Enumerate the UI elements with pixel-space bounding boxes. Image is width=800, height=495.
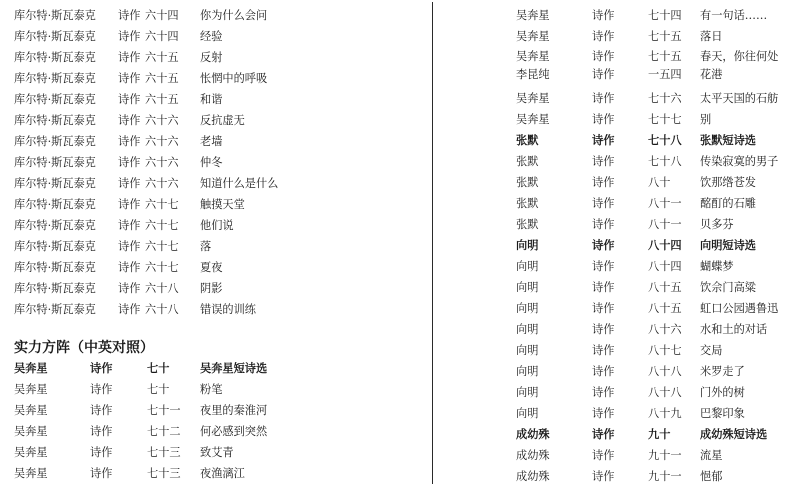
toc-poem-title: 致艾青 xyxy=(200,446,234,459)
toc-page-number: 七十五 xyxy=(648,50,682,63)
toc-page-number: 九十一 xyxy=(648,470,682,483)
toc-author: 库尔特·斯瓦泰克 xyxy=(14,156,96,169)
toc-author: 库尔特·斯瓦泰克 xyxy=(14,135,96,148)
toc-genre: 诗作 xyxy=(592,407,615,420)
toc-genre: 诗作 xyxy=(592,9,615,22)
toc-author: 库尔特·斯瓦泰克 xyxy=(14,93,96,106)
toc-author: 成幼殊 xyxy=(516,470,550,483)
toc-page-number: 七十五 xyxy=(648,30,682,43)
toc-page-number: 八十 xyxy=(648,176,671,189)
toc-genre: 诗作 xyxy=(592,68,615,81)
toc-genre: 诗作 xyxy=(592,427,615,441)
toc-genre: 诗作 xyxy=(592,238,615,252)
toc-page-number: 六十四 xyxy=(145,9,179,22)
toc-genre: 诗作 xyxy=(118,198,141,211)
toc-author: 吴奔星 xyxy=(516,30,550,43)
toc-page-number: 七十二 xyxy=(147,425,181,438)
toc-author: 吴奔星 xyxy=(516,50,550,63)
toc-author: 张默 xyxy=(516,133,539,147)
toc-page-number: 七十 xyxy=(147,361,170,375)
toc-page-number: 七十一 xyxy=(147,404,181,417)
toc-poem-title: 交局 xyxy=(700,344,723,357)
toc-author: 成幼殊 xyxy=(516,427,550,441)
toc-page-number: 七十七 xyxy=(648,113,682,126)
toc-page-number: 七十八 xyxy=(648,155,682,168)
toc-poem-title: 传染寂寞的男子 xyxy=(700,155,779,168)
toc-genre: 诗作 xyxy=(118,156,141,169)
toc-page-number: 八十五 xyxy=(648,302,682,315)
section-title: 实力方阵（中英对照） xyxy=(14,340,154,356)
toc-page-number: 八十七 xyxy=(648,344,682,357)
toc-genre: 诗作 xyxy=(592,302,615,315)
toc-poem-title: 别 xyxy=(700,113,712,126)
toc-author: 张默 xyxy=(516,197,539,210)
toc-poem-title: 阴影 xyxy=(200,282,223,295)
toc-author: 库尔特·斯瓦泰克 xyxy=(14,177,96,190)
toc-author: 吴奔星 xyxy=(14,383,48,396)
toc-page-number: 七十 xyxy=(147,383,170,396)
toc-genre: 诗作 xyxy=(592,50,615,63)
toc-poem-title: 米罗走了 xyxy=(700,365,745,378)
toc-poem-title: 向明短诗选 xyxy=(700,238,756,252)
toc-page-number: 六十六 xyxy=(145,114,179,127)
toc-page-number: 七十三 xyxy=(147,446,181,459)
toc-page-number: 七十四 xyxy=(648,9,682,22)
toc-genre: 诗作 xyxy=(118,9,141,22)
toc-author: 吴奔星 xyxy=(14,467,48,480)
toc-author: 向明 xyxy=(516,260,539,273)
toc-poem-title: 错误的训练 xyxy=(200,303,256,316)
toc-poem-title: 贝多芬 xyxy=(700,218,734,231)
toc-page-number: 六十四 xyxy=(145,30,179,43)
toc-author: 向明 xyxy=(516,281,539,294)
toc-genre: 诗作 xyxy=(118,219,141,232)
toc-page-number: 六十五 xyxy=(145,93,179,106)
toc-page-number: 八十八 xyxy=(648,386,682,399)
toc-author: 吴奔星 xyxy=(516,9,550,22)
toc-page-number: 六十六 xyxy=(145,177,179,190)
toc-poem-title: 知道什么是什么 xyxy=(200,177,279,190)
toc-page-number: 六十七 xyxy=(145,198,179,211)
toc-page-number: 八十四 xyxy=(648,260,682,273)
toc-author: 吴奔星 xyxy=(14,446,48,459)
toc-genre: 诗作 xyxy=(118,72,141,85)
toc-page-number: 一五四 xyxy=(648,68,682,81)
toc-author: 库尔特·斯瓦泰克 xyxy=(14,30,96,43)
toc-poem-title: 反射 xyxy=(200,51,223,64)
toc-genre: 诗作 xyxy=(118,135,141,148)
toc-poem-title: 怅惘中的呼吸 xyxy=(200,72,268,85)
toc-poem-title: 门外的树 xyxy=(700,386,745,399)
toc-author: 库尔特·斯瓦泰克 xyxy=(14,51,96,64)
toc-genre: 诗作 xyxy=(592,449,615,462)
toc-author: 库尔特·斯瓦泰克 xyxy=(14,240,96,253)
toc-page-number: 七十六 xyxy=(648,92,682,105)
toc-genre: 诗作 xyxy=(592,218,615,231)
toc-genre: 诗作 xyxy=(118,282,141,295)
toc-poem-title: 蝴蝶梦 xyxy=(700,260,734,273)
toc-poem-title: 花港 xyxy=(700,68,723,81)
toc-poem-title: 经验 xyxy=(200,30,223,43)
toc-poem-title: 春天，你往何处 xyxy=(700,50,779,63)
toc-poem-title: 夜渔漓江 xyxy=(200,467,245,480)
toc-genre: 诗作 xyxy=(592,365,615,378)
toc-author: 向明 xyxy=(516,386,539,399)
toc-poem-title: 何必感到突然 xyxy=(200,425,268,438)
toc-author: 向明 xyxy=(516,238,539,252)
toc-poem-title: 触摸天堂 xyxy=(200,198,245,211)
toc-poem-title: 流星 xyxy=(700,449,723,462)
toc-author: 张默 xyxy=(516,218,539,231)
toc-page-number: 八十九 xyxy=(648,407,682,420)
toc-poem-title: 他们说 xyxy=(200,219,234,232)
toc-author: 吴奔星 xyxy=(14,404,48,417)
toc-page-number: 六十七 xyxy=(145,240,179,253)
toc-author: 李昆纯 xyxy=(516,68,550,81)
toc-poem-title: 巴黎印象 xyxy=(700,407,745,420)
toc-page-number: 八十六 xyxy=(648,323,682,336)
toc-poem-title: 饮那绺苍发 xyxy=(700,176,756,189)
toc-author: 吴奔星 xyxy=(14,361,48,375)
toc-author: 张默 xyxy=(516,176,539,189)
toc-author: 吴奔星 xyxy=(516,92,550,105)
toc-page-number: 八十五 xyxy=(648,281,682,294)
toc-genre: 诗作 xyxy=(592,386,615,399)
toc-page-number: 六十八 xyxy=(145,303,179,316)
toc-author: 吴奔星 xyxy=(516,113,550,126)
toc-author: 吴奔星 xyxy=(14,425,48,438)
toc-genre: 诗作 xyxy=(592,281,615,294)
toc-page-number: 六十五 xyxy=(145,51,179,64)
toc-author: 库尔特·斯瓦泰克 xyxy=(14,114,96,127)
toc-poem-title: 张默短诗选 xyxy=(700,133,756,147)
toc-page-number: 八十八 xyxy=(648,365,682,378)
toc-author: 库尔特·斯瓦泰克 xyxy=(14,282,96,295)
toc-page-number: 七十三 xyxy=(147,467,181,480)
toc-genre: 诗作 xyxy=(592,113,615,126)
toc-genre: 诗作 xyxy=(592,92,615,105)
toc-genre: 诗作 xyxy=(592,344,615,357)
toc-poem-title: 落 xyxy=(200,240,212,253)
toc-genre: 诗作 xyxy=(90,446,113,459)
toc-poem-title: 酩酊的石雕 xyxy=(700,197,756,210)
toc-author: 库尔特·斯瓦泰克 xyxy=(14,303,96,316)
toc-poem-title: 仲冬 xyxy=(200,156,223,169)
toc-author: 库尔特·斯瓦泰克 xyxy=(14,198,96,211)
toc-genre: 诗作 xyxy=(592,176,615,189)
toc-poem-title: 你为什么会问 xyxy=(200,9,268,22)
toc-genre: 诗作 xyxy=(118,177,141,190)
toc-page-number: 六十七 xyxy=(145,219,179,232)
toc-poem-title: 和谐 xyxy=(200,93,223,106)
toc-poem-title: 水和土的对话 xyxy=(700,323,768,336)
toc-page-number: 六十五 xyxy=(145,72,179,85)
toc-author: 向明 xyxy=(516,407,539,420)
toc-poem-title: 有一句话…… xyxy=(700,9,768,22)
toc-poem-title: 粉笔 xyxy=(200,383,223,396)
column-divider xyxy=(432,2,433,484)
toc-poem-title: 虹口公园遇鲁迅 xyxy=(700,302,779,315)
toc-page-number: 八十一 xyxy=(648,197,682,210)
toc-genre: 诗作 xyxy=(592,155,615,168)
toc-page-number: 九十一 xyxy=(648,449,682,462)
toc-genre: 诗作 xyxy=(90,404,113,417)
toc-page-number: 六十七 xyxy=(145,261,179,274)
toc-genre: 诗作 xyxy=(118,93,141,106)
toc-poem-title: 成幼殊短诗选 xyxy=(700,427,768,441)
toc-page-number: 八十一 xyxy=(648,218,682,231)
toc-page-number: 六十六 xyxy=(145,156,179,169)
toc-page-number: 七十八 xyxy=(648,133,682,147)
toc-genre: 诗作 xyxy=(90,467,113,480)
toc-poem-title: 夜里的秦淮河 xyxy=(200,404,268,417)
toc-author: 向明 xyxy=(516,344,539,357)
toc-poem-title: 太平天国的石舫 xyxy=(700,92,779,105)
toc-poem-title: 反抗虚无 xyxy=(200,114,245,127)
toc-genre: 诗作 xyxy=(118,261,141,274)
toc-genre: 诗作 xyxy=(592,30,615,43)
toc-author: 向明 xyxy=(516,365,539,378)
toc-author: 成幼殊 xyxy=(516,449,550,462)
toc-poem-title: 吴奔星短诗选 xyxy=(200,361,268,375)
toc-genre: 诗作 xyxy=(90,383,113,396)
toc-author: 库尔特·斯瓦泰克 xyxy=(14,261,96,274)
toc-page-number: 八十四 xyxy=(648,238,682,252)
toc-genre: 诗作 xyxy=(118,240,141,253)
toc-genre: 诗作 xyxy=(592,133,615,147)
toc-genre: 诗作 xyxy=(90,425,113,438)
toc-poem-title: 夏夜 xyxy=(200,261,223,274)
toc-author: 库尔特·斯瓦泰克 xyxy=(14,72,96,85)
toc-poem-title: 悒郁 xyxy=(700,470,723,483)
toc-author: 库尔特·斯瓦泰克 xyxy=(14,9,96,22)
toc-author: 向明 xyxy=(516,323,539,336)
toc-poem-title: 落日 xyxy=(700,30,723,43)
toc-author: 库尔特·斯瓦泰克 xyxy=(14,219,96,232)
toc-genre: 诗作 xyxy=(118,114,141,127)
toc-page-number: 六十八 xyxy=(145,282,179,295)
toc-genre: 诗作 xyxy=(118,30,141,43)
toc-genre: 诗作 xyxy=(592,470,615,483)
toc-genre: 诗作 xyxy=(118,303,141,316)
toc-poem-title: 饮佘门高粱 xyxy=(700,281,756,294)
toc-genre: 诗作 xyxy=(592,260,615,273)
toc-genre: 诗作 xyxy=(118,51,141,64)
toc-page-number: 九十 xyxy=(648,427,671,441)
toc-page-number: 六十六 xyxy=(145,135,179,148)
toc-poem-title: 老墙 xyxy=(200,135,223,148)
toc-author: 张默 xyxy=(516,155,539,168)
toc-genre: 诗作 xyxy=(90,361,113,375)
toc-genre: 诗作 xyxy=(592,323,615,336)
toc-genre: 诗作 xyxy=(592,197,615,210)
toc-author: 向明 xyxy=(516,302,539,315)
